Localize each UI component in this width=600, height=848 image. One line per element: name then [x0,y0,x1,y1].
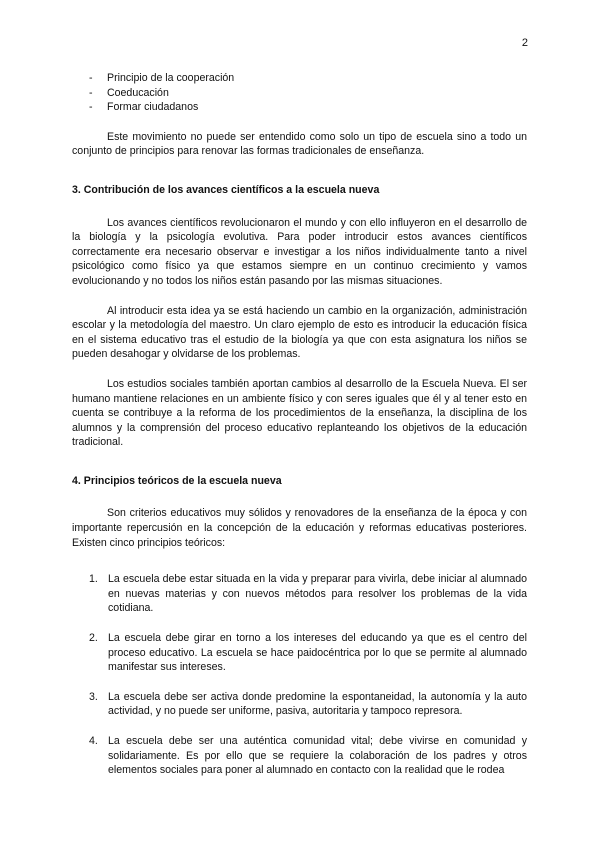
section-4-intro: Son criterios educativos muy sólidos y renovadores de la enseñanza de la época y con importante repercusión en la concepción de la educación y reformas educativas posteriores. Existen cinco principios teóricos: [72,507,527,549]
theoretical-principles-list [72,572,527,778]
item-text: La escuela debe ser activa donde predomine la espontaneidad, la autonomía y la auto actividad, y no puede ser uniforme, pasiva, autoritaria y tampoco represora. [108,690,527,718]
principles-list [72,71,527,115]
page-content [72,71,527,793]
item-text: La escuela debe ser una auténtica comunidad vital; debe vivirse en comunidad y solidariamente. Es por ello que se requiere la colaboración de los padres y otros elementos sociales para poner al alumnado en contacto con la realidad que le rodea [108,735,527,777]
section-4-heading: 4. Principios teóricos de la escuela nueva [72,474,282,487]
section-3-paragraph: Al introducir esta idea ya se está haciendo un cambio en la organización, administración escolar y la metodología del maestro. Un claro ejemplo de esto es introducir la educación física en el sistema educativo tras el estudio de la biología ya que con esta asignatura los niños se pueden desahogar y olvidarse de los problemas. [72,304,527,361]
item-text: La escuela debe estar situada en la vida y preparar para vivirla, debe iniciar al alumnado en nuevas materias y con nuevos métodos para resolver los problemas de la vida cotidiana. [108,573,527,615]
intro-paragraph: Este movimiento no puede ser entendido como solo un tipo de escuela sino a todo un conjunto de principios para renovar las formas tradicionales de enseñanza. [72,130,527,158]
list-item [72,631,527,675]
list-item: - Coeducación [72,86,527,101]
list-item [72,690,527,719]
section-3-paragraph: Los estudios sociales también aportan cambios al desarrollo de la Escuela Nueva. El ser humano mantiene relaciones en un ambiente físico y con seres iguales que él y al tener esto en cuenta se contribuye a la reforma de los procedimientos de la enseñanza, la disciplina de los alumnos y la comprensión del proceso educativo replanteando los objetivos de la educación tradicional. [72,377,527,449]
page-number: 2 [521,37,528,49]
list-item: - Formar ciudadanos [72,100,527,115]
section-3-paragraph: Los avances científicos revolucionaron el mundo y con ello influyeron en el desarrollo de la biología y la psicología evolutiva. Para poder introducir estos avances científicos correctamente era necesario observar e investigar a los niños individualmente tanto a nivel psicológico como físico ya que estamos siempre en un continuo crecimiento y vamos evolucionando y no todos los niños están pasando por las mismas situaciones. [72,216,527,287]
list-item [72,572,527,616]
item-number: 4. [89,735,98,747]
item-number: 1. [89,573,98,586]
item-number: 2. [89,632,98,645]
item-text: La escuela debe girar en torno a los intereses del educando ya que es el centro del proceso educativo. La escuela se hace paidocéntrica por lo que se permite al alumnado manifestar sus intereses. [108,632,527,674]
item-number: 3. [89,690,98,703]
section-3-heading: 3. Contribución de los avances científicos a la escuela nueva [72,183,380,196]
list-item [72,734,527,778]
list-item: - Principio de la cooperación [72,71,527,86]
